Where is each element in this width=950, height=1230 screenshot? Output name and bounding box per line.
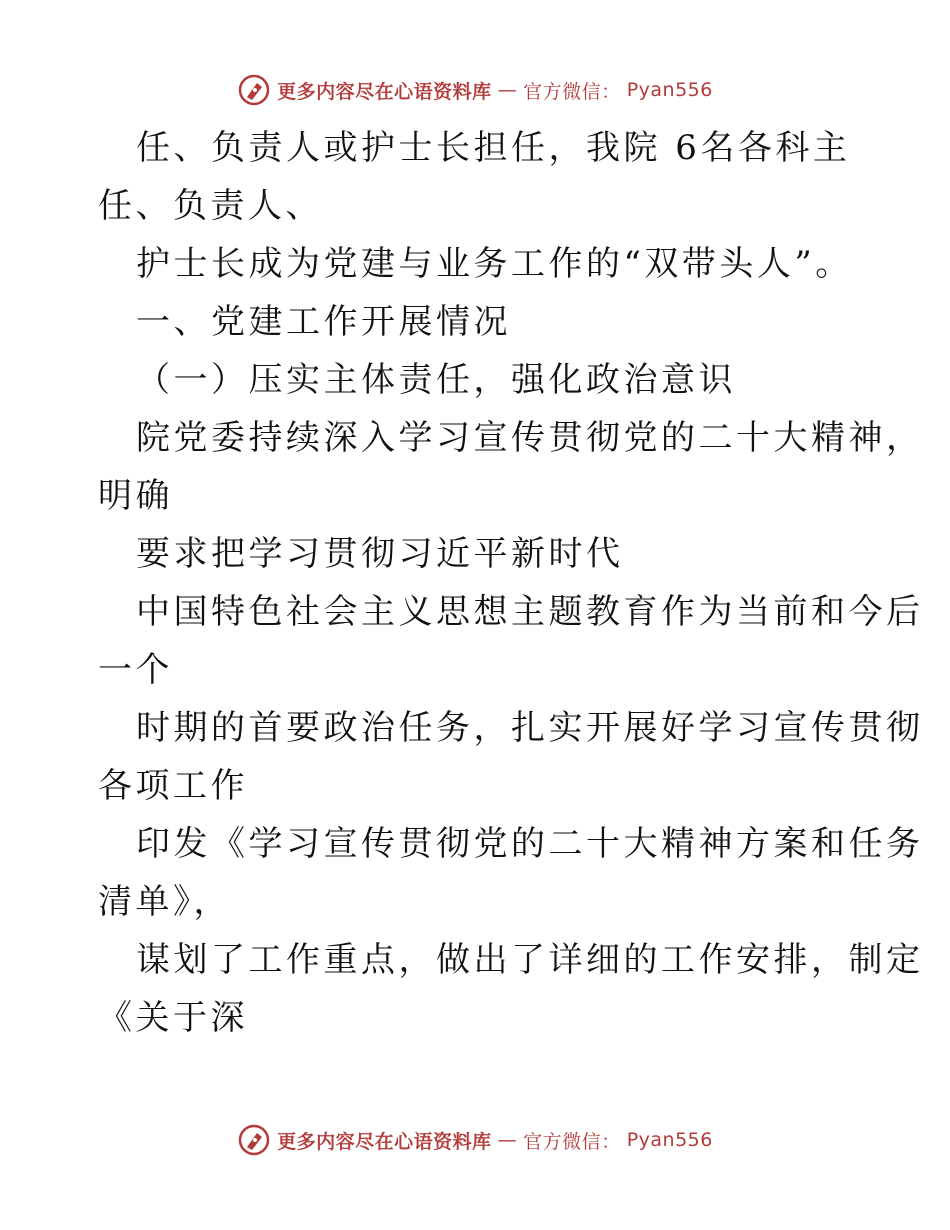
footer-watermark: [0, 1120, 950, 1160]
body-line: 一个: [98, 650, 173, 690]
pen-nib-logo-icon: [237, 1123, 271, 1157]
body-line: 印发《学习宣传贯彻党的二十大精神方案和任务: [136, 824, 924, 864]
watermark-main-text: 更多内容尽在心语资料库: [277, 1130, 492, 1153]
header-watermark: [0, 70, 950, 110]
watermark-wechat-id: Pyan556: [626, 79, 713, 101]
body-line: 清单》，: [98, 882, 231, 922]
body-line: 要求把学习贯彻习近平新时代: [136, 534, 624, 574]
watermark-separator: —: [497, 79, 518, 101]
watermark-separator: —: [497, 1129, 518, 1151]
body-line: 任、负责人或护士长担任，我院 6名各科主: [136, 128, 851, 168]
watermark-main-text: 更多内容尽在心语资料库: [277, 80, 492, 103]
body-line: 谋划了工作重点，做出了详细的工作安排，制定: [136, 940, 924, 980]
body-line: 明确: [98, 476, 173, 516]
body-line: 护士长成为党建与业务工作的“双带头人”。: [136, 244, 853, 284]
pen-nib-logo-icon: [237, 73, 271, 107]
watermark-wechat-label: 官方微信：: [523, 80, 621, 103]
watermark-wechat-id: Pyan556: [626, 1129, 713, 1151]
body-line: 《关于深: [98, 998, 248, 1038]
section-heading: 一、党建工作开展情况: [136, 302, 511, 342]
subsection-heading: （一）压实主体责任，强化政治意识: [136, 360, 736, 400]
body-line: 任、负责人、: [98, 186, 323, 226]
watermark-wechat-label: 官方微信：: [523, 1130, 621, 1153]
body-line: 时期的首要政治任务，扎实开展好学习宣传贯彻: [136, 708, 924, 748]
body-line: 中国特色社会主义思想主题教育作为当前和今后: [136, 592, 924, 632]
body-line: 各项工作: [98, 766, 248, 806]
body-line: 院党委持续深入学习宣传贯彻党的二十大精神，: [136, 418, 924, 458]
